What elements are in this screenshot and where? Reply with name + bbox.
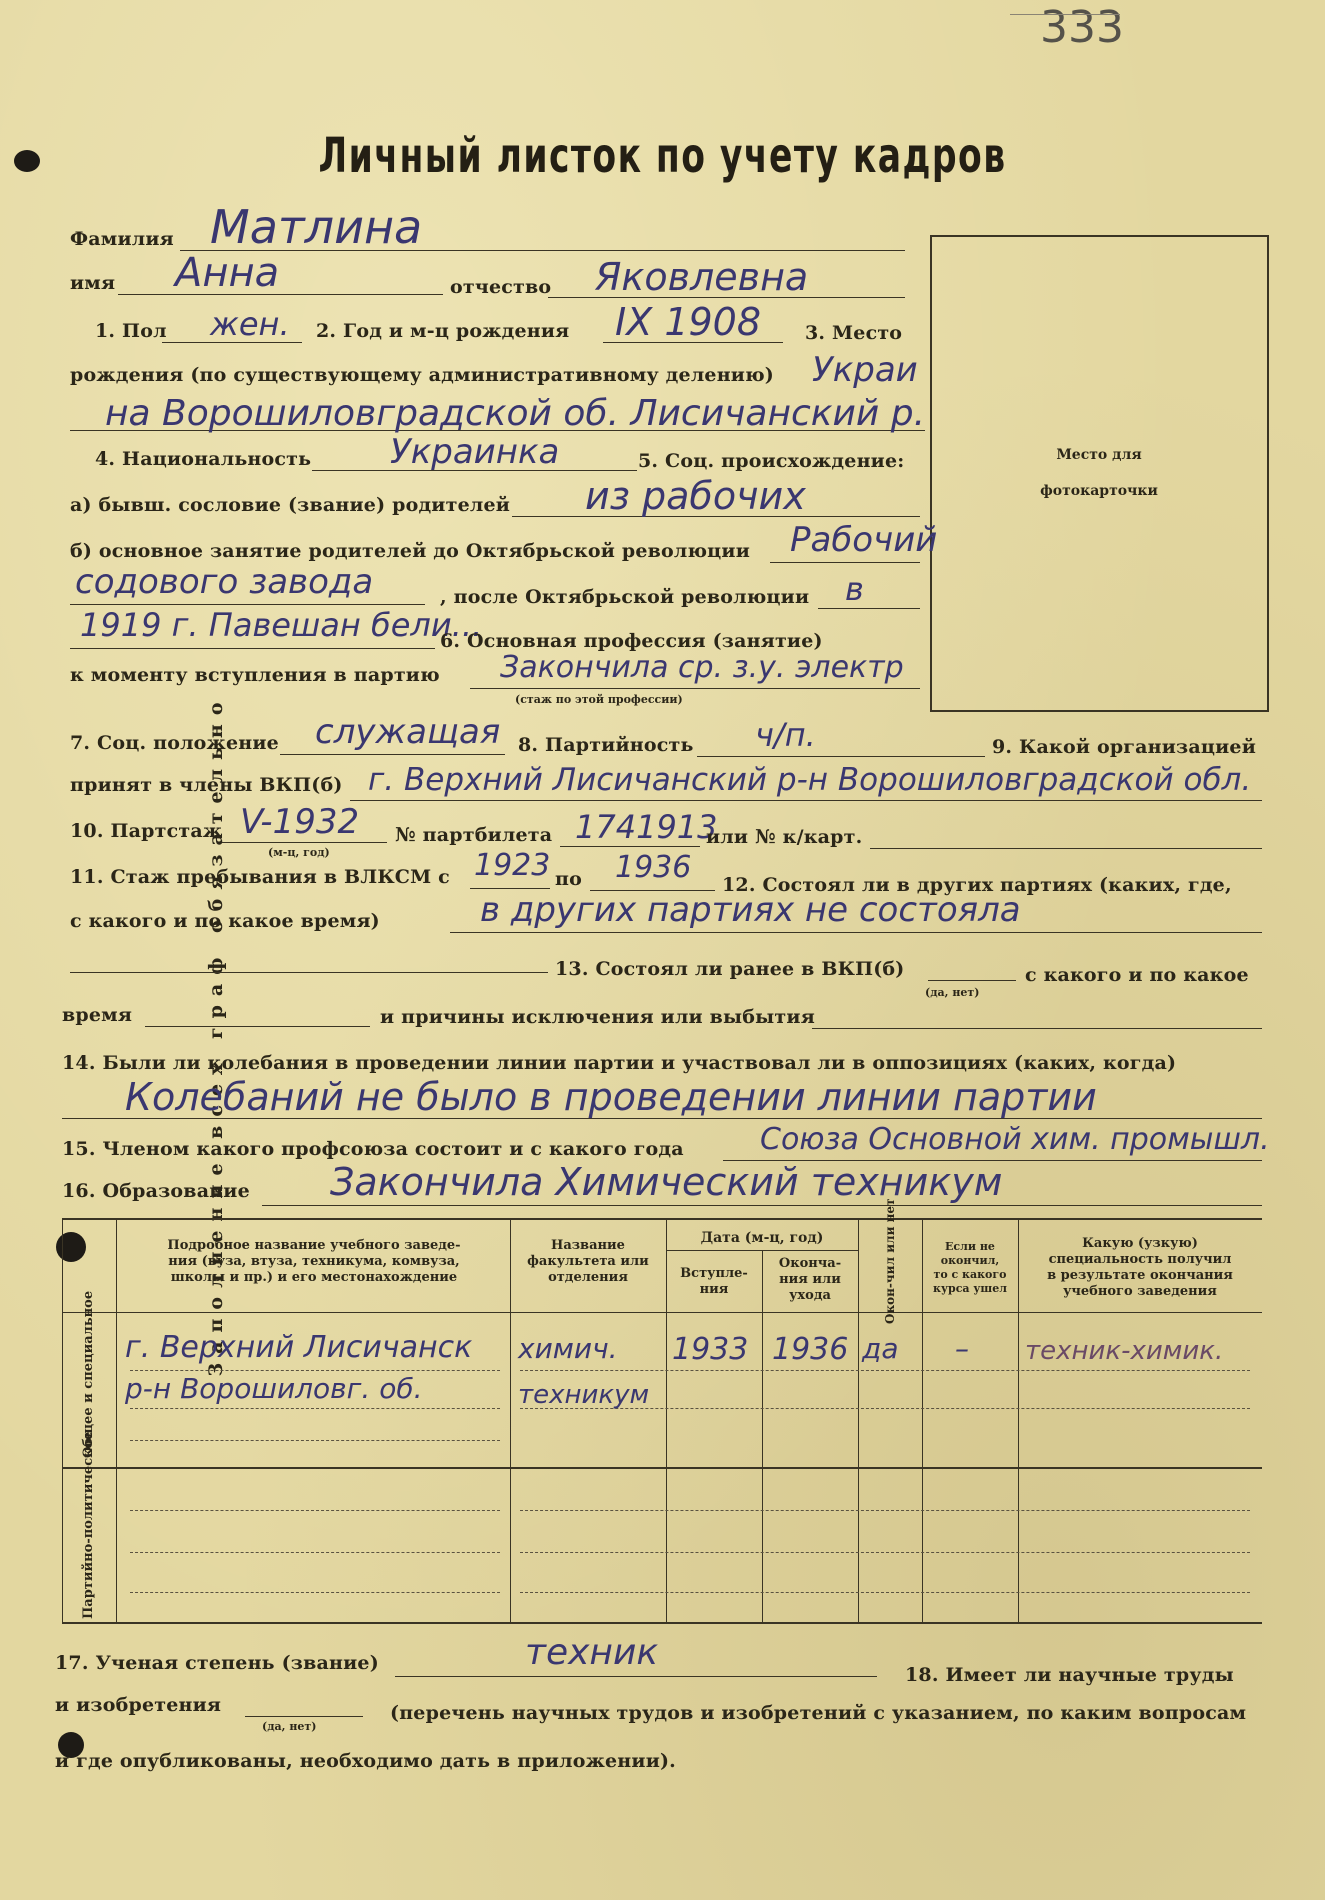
occupation-before-value-2: содового завода	[75, 562, 374, 602]
kcard-line	[870, 848, 1262, 849]
birthplace-label-b: рождения (по существующему административному делению)	[70, 364, 774, 386]
th-speciality-line: учебного заведения	[1063, 1284, 1217, 1299]
page-number-strike	[1010, 14, 1120, 15]
th-entry-line: Вступле-	[680, 1266, 748, 1281]
cell-institution-2: р-н Ворошиловг. об.	[125, 1372, 423, 1405]
cell-faculty-1: химич.	[518, 1332, 618, 1365]
degree-line	[395, 1676, 877, 1677]
th-course-line: то с какого	[933, 1268, 1007, 1281]
name-label: имя	[70, 272, 116, 294]
row-dash	[520, 1370, 1250, 1371]
th-exit-line: Оконча-	[778, 1256, 842, 1271]
social-status-value: служащая	[315, 712, 501, 752]
blank-line	[70, 972, 548, 973]
table-col-line	[62, 1218, 63, 1622]
works-label-a: 18. Имеет ли научные труды	[905, 1664, 1234, 1686]
th-finished: Окон-чил или нет	[883, 1198, 897, 1324]
works-label-d: и где опубликованы, необходимо дать в приложении).	[55, 1750, 676, 1772]
works-label-b: и изобретения	[55, 1694, 222, 1716]
photo-caption-1: Место для	[1056, 447, 1142, 463]
th-entry-line: ния	[699, 1282, 729, 1297]
th-institution-line: Подробное название учебного заведе-	[167, 1238, 461, 1253]
table-top	[62, 1218, 1262, 1220]
card-line	[560, 846, 700, 847]
reasons-line	[812, 1028, 1262, 1029]
party-exp-line	[222, 842, 387, 843]
row-dash	[130, 1592, 500, 1593]
th-date: Дата (м-ц, год)	[700, 1230, 824, 1246]
works-line	[245, 1716, 363, 1717]
patronymic-label: отчество	[450, 276, 552, 298]
occupation-before-line-2	[70, 604, 425, 605]
th-faculty	[512, 1238, 664, 1286]
th-exit-line: ухода	[789, 1288, 831, 1303]
birthplace-label-a: 3. Место	[805, 322, 903, 344]
cell-institution-1: г. Верхний Лисичанск	[125, 1330, 473, 1365]
profession-note: (стаж по этой профессии)	[515, 693, 683, 706]
table-col-line	[858, 1218, 859, 1622]
page-number: 333	[1040, 2, 1124, 53]
party-exp-label: 10. Партстаж	[70, 820, 223, 842]
row-dash	[130, 1552, 500, 1553]
sex-value: жен.	[210, 305, 290, 343]
th-speciality-line: в результате окончания	[1047, 1268, 1233, 1283]
th-institution-line: школы и пр.) и его местонахождение	[170, 1270, 458, 1285]
punch-hole	[14, 150, 40, 172]
earlier-label: 13. Состоял ли ранее в ВКП(б)	[555, 958, 905, 980]
party-value: ч/п.	[755, 716, 816, 754]
occupation-after-value-2: 1919 г. Павешан бели...	[80, 606, 483, 644]
table-mid	[62, 1467, 1262, 1469]
kcard-label: или № к/карт.	[706, 826, 863, 848]
vlksm-label: 11. Стаж пребывания в ВЛКСМ с	[70, 866, 450, 888]
th-course-line: Если не	[945, 1240, 995, 1253]
th-exit-line: ния или	[779, 1272, 841, 1287]
reasons-label: и причины исключения или выбытия	[380, 1006, 815, 1028]
profession-value: Закончила ср. з.у. электр	[500, 650, 904, 685]
row-label-party: Партийно-политическое	[81, 1431, 96, 1619]
name-line	[118, 294, 443, 295]
party-line	[697, 756, 985, 757]
occupation-before-label: б) основное занятие родителей до Октябрьской революции	[70, 540, 751, 562]
th-faculty-line: отделения	[548, 1270, 628, 1285]
row-dash	[130, 1408, 500, 1409]
estate-label: а) бывш. сословие (звание) родителей	[70, 494, 511, 516]
occupation-after-label: , после Октябрьской революции	[440, 586, 810, 608]
table-bottom	[62, 1622, 1262, 1624]
other-parties-value: в других партиях не состояла	[480, 890, 1021, 930]
cell-exit: 1936	[772, 1332, 849, 1367]
party-label: 8. Партийность	[518, 734, 694, 756]
th-entry	[668, 1266, 760, 1298]
row-dash	[520, 1552, 1250, 1553]
profession-label-b: к моменту вступления в партию	[70, 664, 440, 686]
other-parties-line	[450, 932, 1262, 933]
education-line	[262, 1205, 1262, 1206]
card-label: № партбилета	[395, 824, 553, 846]
union-label: 15. Членом какого профсоюза состоит и с какого года	[62, 1138, 684, 1160]
social-origin-label: 5. Соц. происхождение:	[638, 450, 905, 472]
estate-value: из рабочих	[585, 474, 806, 518]
card-value: 1741913	[575, 808, 718, 846]
th-speciality-line: специальность получил	[1048, 1252, 1232, 1267]
birthplace-value-2: на Ворошиловградской об. Лисичанский р.	[105, 393, 926, 434]
th-institution-line: ния (вуза, втуза, техникума, комвуза,	[168, 1254, 460, 1269]
surname-label: Фамилия	[70, 228, 174, 250]
table-header-bottom	[62, 1312, 1262, 1313]
union-value: Союза Основной хим. промышл.	[760, 1122, 1270, 1157]
nationality-value: Украинка	[390, 432, 560, 472]
other-parties-label-b: с какого и по какое время)	[70, 910, 380, 932]
table-col-line	[116, 1218, 117, 1622]
works-label-c: (перечень научных трудов и изобретений с указанием, по каким вопросам	[390, 1702, 1247, 1724]
birth-value: IX 1908	[615, 300, 762, 344]
th-speciality	[1020, 1236, 1260, 1300]
party-exp-note: (м-ц, год)	[268, 846, 330, 859]
th-faculty-line: факультета или	[527, 1254, 649, 1269]
party-exp-value: V-1932	[240, 802, 360, 842]
degree-value: техник	[525, 1632, 659, 1673]
patronymic-value: Яковлевна	[595, 255, 809, 299]
th-course-line: курса ушел	[933, 1282, 1007, 1295]
th-speciality-line: Какую (узкую)	[1082, 1236, 1198, 1251]
time-label: время	[62, 1004, 133, 1026]
earlier-note: (да, нет)	[925, 986, 980, 999]
photo-placeholder	[930, 235, 1269, 712]
nationality-label: 4. Национальность	[95, 448, 312, 470]
table-col-line	[762, 1250, 763, 1622]
social-status-line	[280, 754, 505, 755]
occupation-after-line-2	[70, 648, 435, 649]
photo-caption-2: фотокарточки	[1040, 483, 1158, 499]
hesitation-label: 14. Были ли колебания в проведении линии партии и участвовал ли в оппозициях (каких, когда)	[62, 1052, 1177, 1074]
other-parties-label-a: 12. Состоял ли в других партиях (каких, где,	[722, 874, 1232, 896]
social-status-label: 7. Соц. положение	[70, 732, 279, 754]
table-col-line	[1018, 1218, 1019, 1622]
name-value: Анна	[175, 250, 280, 296]
earlier-label-b: с какого и по какое	[1025, 964, 1249, 986]
org-value: г. Верхний Лисичанский р-н Ворошиловградской обл.	[368, 762, 1252, 798]
occupation-before-line	[770, 562, 920, 563]
works-note: (да, нет)	[262, 1720, 317, 1733]
table-col-line	[510, 1218, 511, 1622]
row-dash	[130, 1510, 500, 1511]
row-dash	[520, 1510, 1250, 1511]
table-col-line	[922, 1218, 923, 1622]
cell-speciality: техник-химик.	[1025, 1336, 1224, 1366]
th-exit	[764, 1256, 856, 1304]
cell-finished: да	[862, 1332, 899, 1365]
birthplace-value-1: Украи	[812, 350, 918, 390]
org-label-a: 9. Какой организацией	[992, 736, 1257, 758]
row-dash	[130, 1370, 500, 1371]
cell-faculty-2: техникум	[518, 1380, 650, 1410]
th-course	[924, 1240, 1016, 1296]
occupation-before-value-1: Рабочий	[790, 520, 938, 560]
th-institution	[120, 1238, 508, 1286]
cell-course: –	[955, 1332, 969, 1365]
earlier-line	[928, 980, 1016, 981]
occupation-after-line	[818, 608, 920, 609]
vlksm-to: 1936	[615, 850, 692, 885]
vlksm-from: 1923	[474, 848, 551, 883]
profession-label-a: 6. Основная профессия (занятие)	[440, 630, 823, 652]
cell-entry: 1933	[672, 1332, 749, 1367]
profession-line	[470, 688, 920, 689]
page-title: Личный листок по учету кадров	[318, 128, 1007, 184]
row-label-general: Общее и специальное	[81, 1290, 96, 1458]
th-faculty-line: Название	[551, 1238, 625, 1253]
birth-label: 2. Год и м-ц рождения	[316, 320, 570, 342]
sex-label: 1. Пол	[95, 320, 167, 342]
org-label-b: принят в члены ВКП(б)	[70, 774, 343, 796]
degree-label: 17. Ученая степень (звание)	[55, 1652, 379, 1674]
vlksm-from-line	[470, 888, 550, 889]
row-dash	[520, 1592, 1250, 1593]
org-line	[350, 800, 1262, 801]
education-label: 16. Образование	[62, 1180, 250, 1202]
time-line	[145, 1026, 370, 1027]
punch-hole	[56, 1232, 86, 1262]
th-course-line: окончил,	[940, 1254, 1000, 1267]
surname-value: Матлина	[210, 200, 423, 254]
occupation-after-value-1: в	[845, 570, 864, 608]
vlksm-to-label: по	[555, 868, 582, 890]
side-instruction: Заполнение всех граф обязательно	[205, 693, 227, 1377]
table-col-line	[666, 1218, 667, 1622]
row-dash	[130, 1440, 500, 1441]
education-value: Закончила Химический техникум	[330, 1160, 1003, 1204]
hesitation-value: Колебаний не было в проведении линии партии	[125, 1075, 1097, 1119]
